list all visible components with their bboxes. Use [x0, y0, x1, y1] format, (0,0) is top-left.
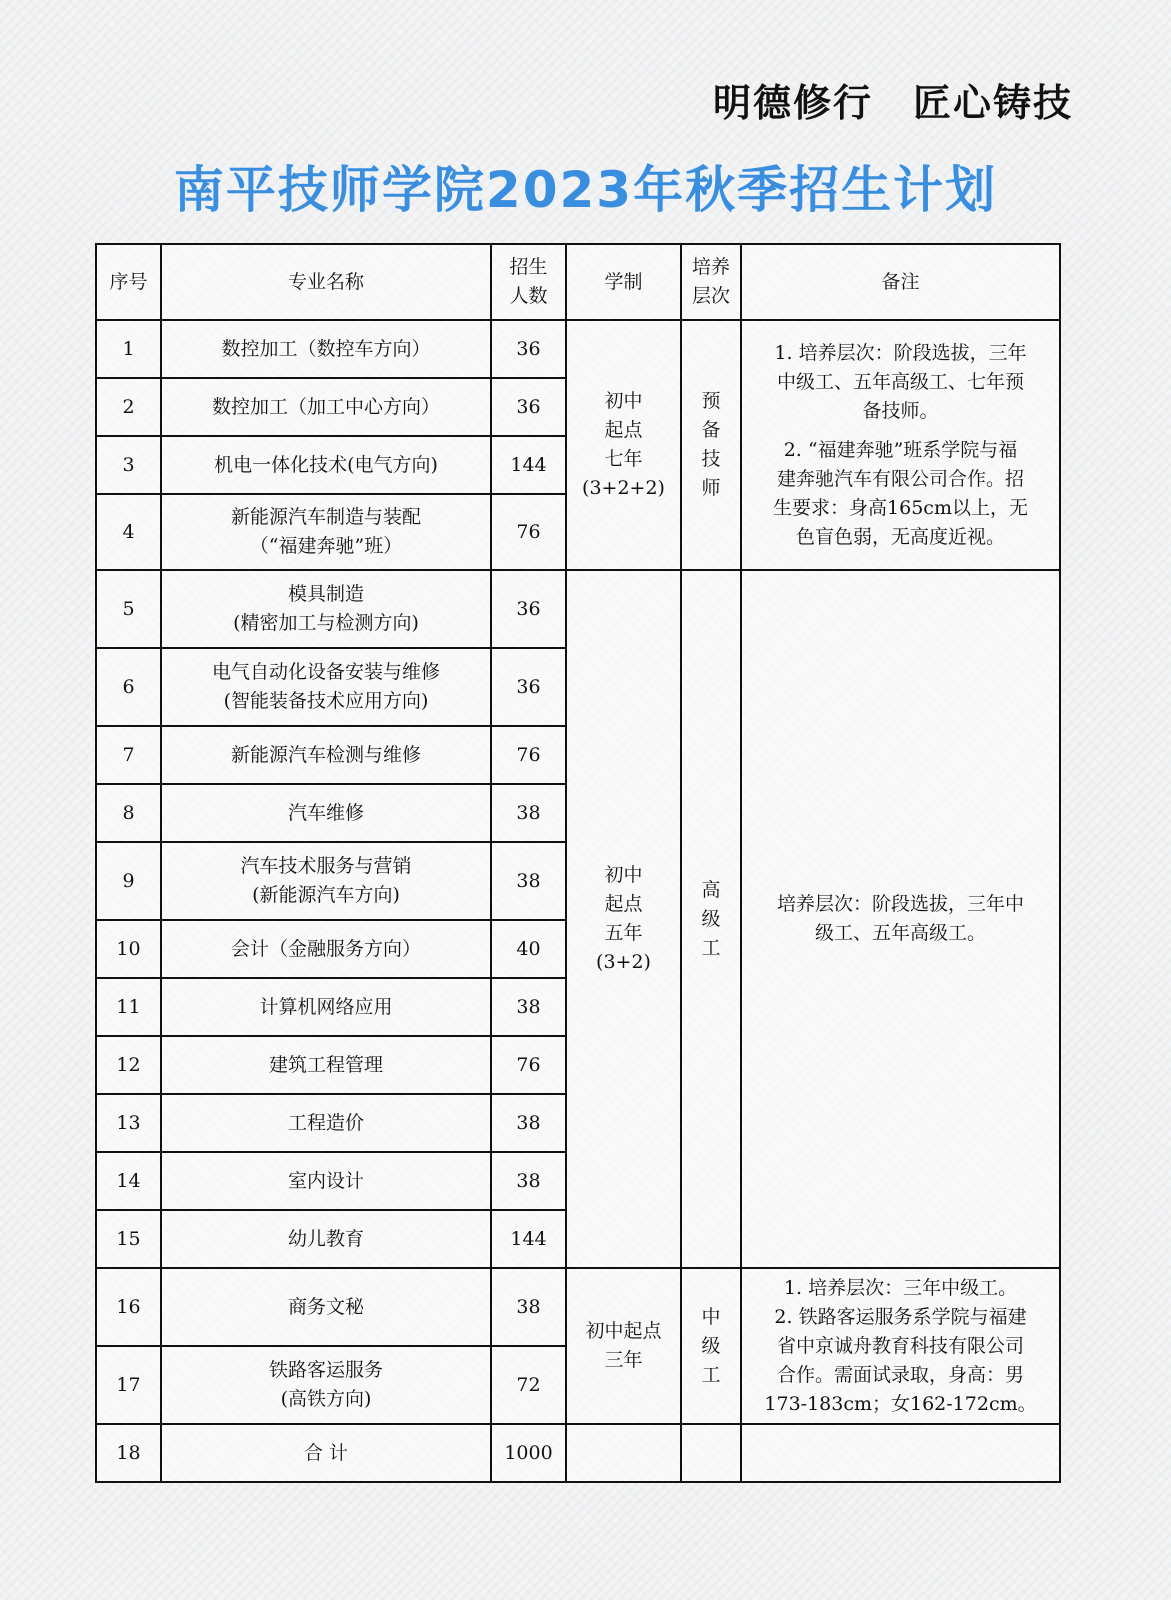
table-row: [96, 320, 1060, 378]
header-row: [96, 244, 1060, 320]
major-cell: 模具制造 (精密加工与检测方向): [161, 570, 491, 648]
seq-cell: 6: [96, 648, 161, 726]
header-remark: 备注: [741, 244, 1060, 320]
system-cell: 初中 起点 七年 (3+2+2): [566, 320, 681, 570]
seq-cell: 3: [96, 436, 161, 494]
major-cell: 会计（金融服务方向）: [161, 920, 491, 978]
system-cell: 初中 起点 五年 (3+2): [566, 570, 681, 1268]
count-cell: 144: [491, 436, 566, 494]
empty-cell: [681, 1424, 741, 1482]
seq-cell: 13: [96, 1094, 161, 1152]
slogan: [713, 72, 1073, 127]
total-label: 合 计: [161, 1424, 491, 1482]
count-cell: 76: [491, 1036, 566, 1094]
remark-cell: 1. 培养层次：阶段选拔，三年 中级工、五年高级工、七年预 备技师。 2. “福建奔驰”班系学院与福 建奔驰汽车有限公司合作。招 生要求：身高165cm以上，无 色盲色弱，无高度近视。: [741, 320, 1060, 570]
seq-cell: 2: [96, 378, 161, 436]
seq-cell: 18: [96, 1424, 161, 1482]
count-cell: 36: [491, 570, 566, 648]
seq-cell: 8: [96, 784, 161, 842]
header-level: 培养 层次: [681, 244, 741, 320]
count-cell: 144: [491, 1210, 566, 1268]
level-cell: 预 备 技 师: [681, 320, 741, 570]
seq-cell: 17: [96, 1346, 161, 1424]
seq-cell: 12: [96, 1036, 161, 1094]
table-row: [96, 1268, 1060, 1346]
slogan-right: 匠心铸技: [912, 80, 1073, 125]
major-cell: 汽车技术服务与营销 (新能源汽车方向): [161, 842, 491, 920]
header-system: 学制: [566, 244, 681, 320]
header-seq: 序号: [96, 244, 161, 320]
seq-cell: 16: [96, 1268, 161, 1346]
count-cell: 38: [491, 784, 566, 842]
empty-cell: [566, 1424, 681, 1482]
major-cell: 机电一体化技术(电气方向): [161, 436, 491, 494]
count-cell: 38: [491, 842, 566, 920]
count-cell: 36: [491, 648, 566, 726]
total-row: [96, 1424, 1060, 1482]
remark-cell: 1. 培养层次：三年中级工。 2. 铁路客运服务系学院与福建 省中京诚舟教育科技有限公司 合作。需面试录取，身高：男 173-183cm；女162-172cm。: [741, 1268, 1060, 1424]
level-cell: 高 级 工: [681, 570, 741, 1268]
major-cell: 室内设计: [161, 1152, 491, 1210]
seq-cell: 4: [96, 494, 161, 570]
header-count: 招生 人数: [491, 244, 566, 320]
count-cell: 38: [491, 978, 566, 1036]
seq-cell: 9: [96, 842, 161, 920]
count-cell: 36: [491, 378, 566, 436]
seq-cell: 5: [96, 570, 161, 648]
page-title: 南平技师学院2023年秋季招生计划: [173, 161, 998, 219]
major-cell: 建筑工程管理: [161, 1036, 491, 1094]
major-cell: 新能源汽车检测与维修: [161, 726, 491, 784]
major-cell: 电气自动化设备安装与维修 (智能装备技术应用方向): [161, 648, 491, 726]
major-cell: 计算机网络应用: [161, 978, 491, 1036]
major-cell: 数控加工（数控车方向）: [161, 320, 491, 378]
count-cell: 76: [491, 494, 566, 570]
seq-cell: 15: [96, 1210, 161, 1268]
seq-cell: 14: [96, 1152, 161, 1210]
system-cell: 初中起点 三年: [566, 1268, 681, 1424]
count-cell: 40: [491, 920, 566, 978]
major-cell: 幼儿教育: [161, 1210, 491, 1268]
seq-cell: 11: [96, 978, 161, 1036]
major-cell: 商务文秘: [161, 1268, 491, 1346]
count-cell: 38: [491, 1268, 566, 1346]
total-count: 1000: [491, 1424, 566, 1482]
major-cell: 数控加工（加工中心方向）: [161, 378, 491, 436]
major-cell: 铁路客运服务 (高铁方向): [161, 1346, 491, 1424]
table-row: [96, 570, 1060, 648]
seq-cell: 1: [96, 320, 161, 378]
major-cell: 新能源汽车制造与装配 （“福建奔驰”班）: [161, 494, 491, 570]
count-cell: 38: [491, 1094, 566, 1152]
enrollment-plan-table: [95, 243, 1061, 1483]
count-cell: 72: [491, 1346, 566, 1424]
count-cell: 76: [491, 726, 566, 784]
remark-cell: 培养层次：阶段选拔，三年中 级工、五年高级工。: [741, 570, 1060, 1268]
count-cell: 38: [491, 1152, 566, 1210]
empty-cell: [741, 1424, 1060, 1482]
major-cell: 工程造价: [161, 1094, 491, 1152]
count-cell: 36: [491, 320, 566, 378]
header-major: 专业名称: [161, 244, 491, 320]
seq-cell: 10: [96, 920, 161, 978]
slogan-left: 明德修行: [712, 80, 873, 125]
major-cell: 汽车维修: [161, 784, 491, 842]
level-cell: 中 级 工: [681, 1268, 741, 1424]
seq-cell: 7: [96, 726, 161, 784]
